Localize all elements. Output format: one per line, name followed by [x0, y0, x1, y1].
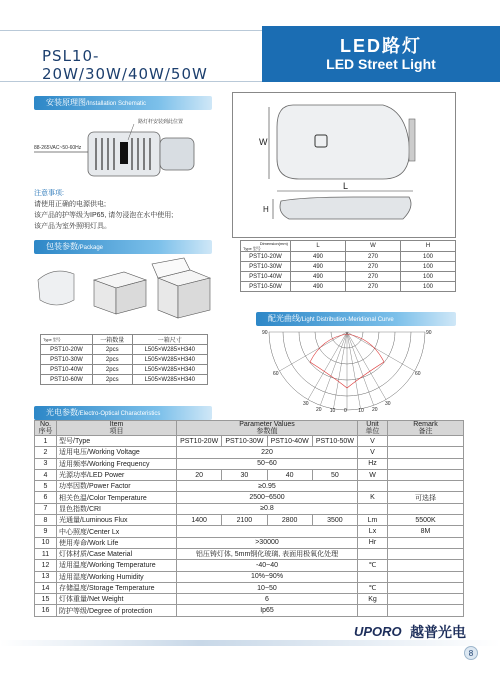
optics-row	[35, 571, 464, 582]
row-remark	[388, 594, 464, 605]
dimension-header-w: W	[346, 241, 401, 252]
optics-row	[35, 560, 464, 571]
dimension-header-l: L	[291, 241, 346, 252]
dimension-cell: PST10-40W	[241, 272, 291, 282]
optics-row	[35, 469, 464, 480]
dimension-row	[241, 262, 456, 272]
row-unit: Lx	[358, 526, 388, 537]
optics-row	[35, 594, 464, 605]
package-cell: L505×W285×H340	[132, 375, 207, 385]
polar-angle-label: 30	[303, 401, 309, 408]
package-illustration	[34, 256, 212, 332]
polar-spoke	[347, 332, 415, 371]
optics-table	[34, 420, 464, 617]
header-param: Parameter Values 参数值	[177, 421, 358, 436]
row-value-span: ≥0.8	[177, 503, 358, 514]
row-item: 存储温度/Storage Temperature	[57, 582, 177, 593]
dimension-cell: 270	[346, 262, 401, 272]
row-unit: ℃	[358, 582, 388, 593]
row-value-span: 铝压铸灯体, 5mm钢化玻璃, 表面用极氧化处理	[177, 548, 358, 559]
row-unit: Hz	[358, 458, 388, 469]
row-value-span: 6	[177, 594, 358, 605]
dimension-cell: PST10-50W	[241, 282, 291, 292]
polar-angle-label: 30	[385, 401, 391, 408]
dimension-cell: 270	[346, 252, 401, 262]
row-no: 7	[35, 503, 57, 514]
dimension-cell: 490	[291, 272, 346, 282]
dimension-rows	[241, 252, 456, 292]
polar-angle-label: 60	[415, 371, 421, 377]
row-value: PST10-30W	[222, 436, 267, 447]
optics-row	[35, 537, 464, 548]
package-cell: 2pcs	[93, 365, 133, 375]
optics-row	[35, 515, 464, 526]
package-corner-cell	[41, 335, 93, 345]
row-value-span: 10%~90%	[177, 571, 358, 582]
package-section-en: /Package	[78, 245, 104, 251]
row-value-span	[177, 526, 358, 537]
optics-row	[35, 526, 464, 537]
package-section-cn: 包装参数	[46, 242, 78, 251]
polar-grid	[269, 332, 425, 410]
row-remark	[388, 458, 464, 469]
package-section-bar	[34, 240, 212, 254]
row-value: 50	[312, 469, 357, 480]
row-item: 使用寿命/Work Life	[57, 537, 177, 548]
row-item: 适用频率/Working Frequency	[57, 458, 177, 469]
package-cell: L505×W285×H340	[132, 355, 207, 365]
row-item: 适用湿度/Working Humidity	[57, 571, 177, 582]
row-value-span: 220	[177, 447, 358, 458]
dimension-cell: PST10-20W	[241, 252, 291, 262]
row-remark: 8M	[388, 526, 464, 537]
row-item: 适用温度/Working Temperature	[57, 560, 177, 571]
row-unit	[358, 503, 388, 514]
dimension-table	[240, 240, 456, 292]
row-remark	[388, 537, 464, 548]
row-unit	[358, 548, 388, 559]
package-row	[41, 365, 208, 375]
install-section-bar	[34, 96, 212, 110]
optics-row	[35, 492, 464, 503]
optics-row	[35, 503, 464, 514]
package-cell: PST10-60W	[41, 375, 93, 385]
row-unit: V	[358, 447, 388, 458]
optics-row	[35, 447, 464, 458]
row-item: 显色指数/CRI	[57, 503, 177, 514]
lamp-top-view	[277, 105, 409, 179]
row-unit: ℃	[358, 560, 388, 571]
row-remark	[388, 582, 464, 593]
row-item: 中心照度/Center Lx	[57, 526, 177, 537]
optics-section-bar	[34, 406, 212, 420]
row-unit: Lm	[358, 515, 388, 526]
distribution-section-cn: 配光曲线	[268, 314, 300, 323]
row-item: 灯体材质/Case Material	[57, 548, 177, 559]
package-header-qty: 一箱数量	[93, 335, 133, 345]
row-value: 1400	[177, 515, 222, 526]
distribution-section-en: /Light Distribution-Meridional Curve	[300, 317, 394, 323]
lamp-head-shape	[160, 138, 194, 170]
row-value-span: 2500~6500	[177, 492, 358, 503]
install-section-en: /Installation Schematic	[86, 101, 147, 107]
install-section-cn: 安装原理图	[46, 98, 86, 107]
open-box-sketch	[152, 258, 210, 318]
driver-box	[120, 142, 128, 164]
row-no: 4	[35, 469, 57, 480]
package-table	[40, 334, 208, 385]
row-no: 11	[35, 548, 57, 559]
package-row	[41, 355, 208, 365]
dimension-row	[241, 252, 456, 262]
row-value-span: Ip65	[177, 605, 358, 616]
dimension-cell: 100	[401, 272, 456, 282]
package-cell: 2pcs	[93, 355, 133, 365]
polar-angle-label: 20	[372, 407, 378, 414]
optics-section-en: /Electro-Optical Characteristics	[78, 411, 161, 417]
package-cell: L505×W285×H340	[132, 365, 207, 375]
optics-row	[35, 481, 464, 492]
label-l: L	[343, 181, 349, 191]
row-no: 10	[35, 537, 57, 548]
page-number: 8	[464, 646, 478, 660]
row-value-span: -40~40	[177, 560, 358, 571]
dimension-cell: 100	[401, 262, 456, 272]
row-item: 光通量/Luminous Flux	[57, 515, 177, 526]
row-remark	[388, 605, 464, 616]
row-unit	[358, 605, 388, 616]
row-no: 9	[35, 526, 57, 537]
package-cell: L505×W285×H340	[132, 345, 207, 355]
row-unit	[358, 571, 388, 582]
install-notes	[34, 188, 224, 232]
row-item: 灯体重量/Net Weight	[57, 594, 177, 605]
package-corner-bottom: Type 型号	[43, 337, 61, 342]
lamp-side-view	[280, 197, 411, 219]
dimension-cell: 100	[401, 252, 456, 262]
brand-logo-en: UPORO	[354, 624, 402, 639]
dimension-header-h: H	[401, 241, 456, 252]
voltage-label: 88-265VAC~50-60Hz	[34, 145, 82, 151]
dimension-drawing	[232, 92, 456, 238]
model-title-band	[0, 30, 262, 82]
note-line-3: 该产品为室外照明灯具。	[34, 223, 111, 230]
package-cell: 2pcs	[93, 345, 133, 355]
polar-angle-label: 10	[329, 408, 336, 414]
optics-row	[35, 582, 464, 593]
polar-angle-label: 10	[358, 408, 364, 414]
row-item: 相关色温/Color Temperature	[57, 492, 177, 503]
row-value: 3500	[312, 515, 357, 526]
row-remark	[388, 481, 464, 492]
row-value: PST10-50W	[312, 436, 357, 447]
row-item: 型号/Type	[57, 436, 177, 447]
row-value: 2800	[267, 515, 312, 526]
row-no: 8	[35, 515, 57, 526]
polar-angle-label: 90	[426, 330, 432, 336]
row-unit: W	[358, 469, 388, 480]
row-value: 2100	[222, 515, 267, 526]
polar-curve-chart	[262, 328, 432, 414]
pole-clamp	[409, 119, 415, 161]
brand-logo-cn: 越普光电	[410, 624, 466, 640]
row-value: 30	[222, 469, 267, 480]
label-h: H	[263, 205, 269, 214]
row-no: 12	[35, 560, 57, 571]
distribution-section-bar	[256, 312, 456, 326]
dimension-cell: 270	[346, 272, 401, 282]
polar-angle-label: 20	[315, 407, 322, 414]
row-value: PST10-40W	[267, 436, 312, 447]
optics-section-cn: 光电参数	[46, 408, 78, 417]
dimension-corner-top: Dimension(mm)	[259, 241, 288, 246]
dimension-cell: 490	[291, 252, 346, 262]
row-value: 40	[267, 469, 312, 480]
dimension-corner-cell	[241, 241, 291, 252]
package-cell: PST10-20W	[41, 345, 93, 355]
package-cell: 2pcs	[93, 375, 133, 385]
row-unit: K	[358, 492, 388, 503]
row-item: 适用电压/Working Voltage	[57, 447, 177, 458]
row-no: 3	[35, 458, 57, 469]
polar-spoke	[320, 332, 347, 405]
row-value-span: 10~50	[177, 582, 358, 593]
header-unit: Unit 单位	[358, 421, 388, 436]
row-no: 15	[35, 594, 57, 605]
row-remark	[388, 436, 464, 447]
optics-header-row	[35, 421, 464, 436]
row-no: 2	[35, 447, 57, 458]
polar-spoke	[279, 332, 347, 371]
row-remark	[388, 571, 464, 582]
dimension-cell: PST10-30W	[241, 262, 291, 272]
callout-text: 路灯杆安装到此位置	[138, 119, 184, 125]
notes-title: 注意事项:	[34, 190, 64, 197]
install-schematic	[34, 112, 224, 186]
row-unit: Kg	[358, 594, 388, 605]
polar-angle-label: 0	[344, 408, 347, 414]
lamp-packing-sketch	[38, 271, 74, 305]
row-no: 13	[35, 571, 57, 582]
small-box-sketch	[94, 272, 146, 314]
row-unit	[358, 481, 388, 492]
polar-spoke	[347, 332, 374, 405]
label-w: W	[259, 137, 268, 147]
dimension-row	[241, 282, 456, 292]
row-remark	[388, 503, 464, 514]
optics-rows	[35, 436, 464, 617]
row-no: 5	[35, 481, 57, 492]
row-item: 光源功率/LED Power	[57, 469, 177, 480]
row-value: 20	[177, 469, 222, 480]
note-line-2: 该产品的护等级为IP65, 请勿浸泡在水中使用;	[34, 212, 174, 219]
row-value-span: >30000	[177, 537, 358, 548]
row-item: 防护等级/Degree of protection	[57, 605, 177, 616]
row-remark	[388, 548, 464, 559]
package-header-size: 一箱尺寸	[132, 335, 207, 345]
polar-angle-label: 90	[262, 330, 268, 336]
dimension-cell: 100	[401, 282, 456, 292]
row-unit: V	[358, 436, 388, 447]
row-unit: Hr	[358, 537, 388, 548]
row-value-span: 50~60	[177, 458, 358, 469]
row-remark: 可选择	[388, 492, 464, 503]
row-no: 16	[35, 605, 57, 616]
dimension-cell: 490	[291, 282, 346, 292]
title-en: LED Street Light	[326, 56, 436, 72]
dimension-cell: 270	[346, 282, 401, 292]
row-remark	[388, 447, 464, 458]
package-row	[41, 375, 208, 385]
optics-row	[35, 458, 464, 469]
header-item: Item 项目	[57, 421, 177, 436]
optics-row	[35, 548, 464, 559]
package-cell: PST10-30W	[41, 355, 93, 365]
optics-row	[35, 605, 464, 616]
header-remark: Remark 备注	[388, 421, 464, 436]
dimension-corner-bottom: Type 型号	[243, 246, 261, 251]
dimension-cell: 490	[291, 262, 346, 272]
row-remark	[388, 469, 464, 480]
optics-row	[35, 436, 464, 447]
polar-angle-label: 60	[272, 371, 279, 377]
row-item: 功率因数/Power Factor	[57, 481, 177, 492]
row-remark: 5500K	[388, 515, 464, 526]
package-cell: PST10-40W	[41, 365, 93, 375]
row-value: PST10-20W	[177, 436, 222, 447]
row-no: 14	[35, 582, 57, 593]
package-rows	[41, 345, 208, 385]
model-title: PSL10-20W/30W/40W/50W	[42, 47, 208, 83]
dimension-row	[241, 272, 456, 282]
title-block	[262, 26, 500, 82]
note-line-1: 请使用正确的电源供电;	[34, 201, 106, 208]
row-remark	[388, 560, 464, 571]
row-value-span: ≥0.95	[177, 481, 358, 492]
package-row	[41, 345, 208, 355]
row-no: 6	[35, 492, 57, 503]
title-cn: LED路灯	[340, 36, 422, 56]
header-no: No. 序号	[35, 421, 57, 436]
page-header	[0, 30, 500, 82]
row-no: 1	[35, 436, 57, 447]
